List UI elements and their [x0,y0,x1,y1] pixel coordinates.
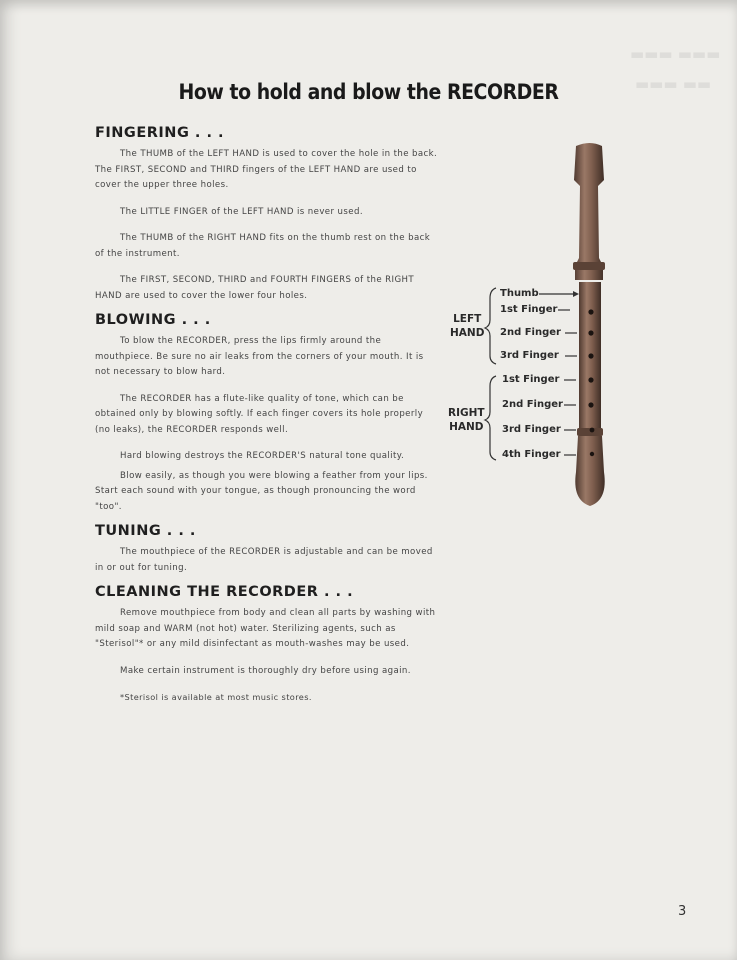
cleaning-paragraph-2: Make certain instrument is thoroughly dry before using again. [120,665,411,676]
blowing-paragraph-1: To blow the RECORDER, press the lips firmly around the mouthpiece. Be sure no air leaks from the corners of your mouth. It is not necessary to blow hard. [95,336,424,377]
hole-7 [590,452,594,456]
blowing-paragraph-2: The RECORDER has a flute-like quality of tone, which can be obtained only by blowing softly. If each finger covers its hole properly (no leaks), the RECORDER responds well. [95,393,424,435]
finger-label-lh-1: 1st Finger [500,304,558,315]
hole-4 [588,377,593,382]
left-hand-brace [485,288,496,364]
finger-label-rh-1: 1st Finger [502,374,560,385]
finger-label-rh-2: 2nd Finger [502,399,563,410]
left-hand-label-line-1: LEFT [453,313,482,325]
section-fingering [95,125,440,304]
cleaning-paragraph-1: Remove mouthpiece from body and clean all parts by washing with mild soap and WARM (not hot) water. Sterilizing agents, such as "Sterisol"* or any mild disinfectant as mouth-washes may be used. [95,608,436,649]
blowing-paragraph-4: Blow easily, as though you were blowing a feather from your lips. Start each sound with your tongue, as though pronouncing the word "too". [95,470,428,512]
hole-2 [588,330,593,335]
finger-label-rh-3: 3rd Finger [502,424,561,435]
finger-label-lh-thumb: Thumb [500,288,539,299]
hole-3 [588,353,593,358]
bleed-through-decoration: ▬▬▬ ▬▬▬ [630,45,721,63]
instructions-column [95,125,440,717]
tuning-paragraph-1: The mouthpiece of the RECORDER is adjustable and can be moved in or out for tuning. [95,547,433,573]
fingering-heading: FINGERING . . . [95,125,225,141]
thumb-arrowhead [573,291,579,297]
fingering-paragraph-3: The THUMB of the RIGHT HAND fits on the thumb rest on the back of the instrument. [95,233,431,259]
right-hand-label-line-1: RIGHT [448,407,485,419]
hole-1 [588,309,593,314]
recorder-bell [575,436,604,506]
left-hand-label-line-2: HAND [450,327,485,339]
recorder-mouthpiece [574,143,604,280]
tuning-heading: TUNING . . . [95,523,196,539]
finger-label-lh-3: 3rd Finger [500,350,559,361]
finger-label-lh-2: 2nd Finger [500,327,561,338]
hole-5 [588,402,593,407]
fingering-paragraph-4: The FIRST, SECOND, THIRD and FOURTH FINGERS of the RIGHT HAND are used to cover the lower four holes. [95,275,415,301]
left-hand-label [450,312,484,340]
cleaning-heading: CLEANING THE RECORDER . . . [95,584,354,600]
bleed-through-decoration-2: ▬▬▬ ▬▬ [635,75,712,93]
fingering-paragraph-1: The THUMB of the LEFT HAND is used to cover the hole in the back. The FIRST, SECOND and THIRD fingers of the LEFT HAND are used to cover the upper three holes. [95,149,438,190]
section-cleaning [95,584,440,706]
recorder-joint-ring [573,262,605,270]
footnote: *Sterisol is available at most music stores. [120,692,312,702]
section-blowing [95,312,440,515]
section-tuning [95,523,440,576]
hole-6 [590,428,595,433]
right-hand-label [448,406,485,434]
page-number: 3 [678,904,687,919]
page-title: How to hold and blow the RECORDER [178,80,559,104]
right-hand-brace [485,376,496,460]
blowing-paragraph-3: Hard blowing destroys the RECORDER'S natural tone quality. [120,451,405,461]
finger-label-rh-4: 4th Finger [502,449,561,460]
recorder-fingering-diagram [440,140,640,520]
blowing-heading: BLOWING . . . [95,312,211,328]
fingering-paragraph-2: The LITTLE FINGER of the LEFT HAND is never used. [120,206,363,217]
right-hand-label-line-2: HAND [449,421,484,433]
